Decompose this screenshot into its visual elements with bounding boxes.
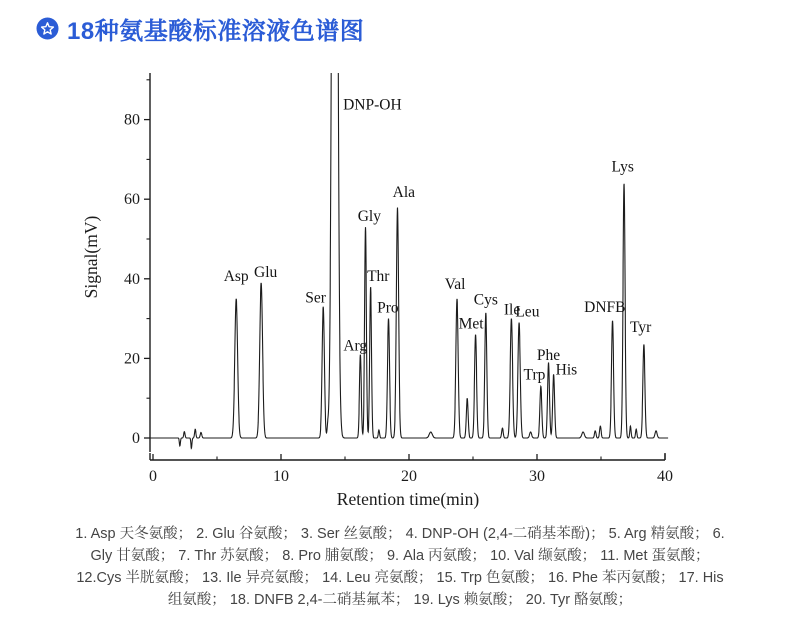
peak-label-lys: Lys: [611, 158, 634, 176]
peak-label-glu: Glu: [254, 263, 278, 281]
caption-line: 12.Cys 半胱氨酸； 13. Ile 异亮氨酸； 14. Leu 亮氨酸； 15. Trp 色氨酸； 16. Phe 苯丙氨酸； 17. His: [76, 570, 724, 586]
peak-label-met: Met: [458, 315, 484, 333]
peak-label-ile: Ile: [503, 301, 521, 319]
y-axis-title: Signal(mV): [81, 215, 101, 299]
peak-label-asp: Asp: [223, 267, 249, 285]
chromatogram-trace: [150, 0, 668, 448]
peak-label-his: His: [555, 361, 578, 379]
page-header: [36, 11, 364, 46]
page-title: 18种氨基酸标准溶液色谱图: [67, 18, 365, 45]
caption-line: Gly 甘氨酸； 7. Thr 苏氨酸； 8. Pro 脯氨酸； 9. Ala 丙氨酸； 10. Val 缬氨酸； 11. Met 蛋氨酸；: [90, 548, 710, 564]
y-axis-tick-label: 20: [124, 350, 140, 368]
peak-label-pro: Pro: [377, 299, 399, 317]
y-axis-tick-label: 40: [124, 270, 140, 288]
peak-label-ala: Ala: [392, 184, 416, 202]
peak-label-leu: Leu: [515, 303, 540, 321]
peak-label-arg: Arg: [343, 337, 368, 355]
peak-label-cys: Cys: [473, 291, 498, 309]
x-axis-title: Retention time(min): [336, 489, 480, 509]
peak-label-phe: Phe: [536, 346, 561, 364]
peak-label-tyr: Tyr: [630, 319, 652, 337]
y-axis-tick-label: 80: [124, 111, 140, 129]
star-badge-icon: [36, 17, 59, 40]
caption-line: 1. Asp 天冬氨酸； 2. Glu 谷氨酸； 3. Ser 丝氨酸； 4. DNP-OH (2,4-二硝基苯酚)； 5. Arg 精氨酸； 6.: [75, 526, 725, 542]
peak-label-val: Val: [444, 275, 466, 293]
x-axis-tick-label: 10: [273, 468, 289, 485]
x-axis-tick-label: 0: [149, 468, 157, 485]
caption: [0, 523, 800, 611]
x-axis-tick-label: 30: [529, 468, 545, 485]
peak-label-ser: Ser: [305, 289, 326, 307]
peak-label-dnfb: DNFB: [584, 298, 626, 316]
x-axis-tick-label: 20: [401, 468, 417, 485]
peak-label-gly: Gly: [357, 208, 381, 226]
y-axis-tick-label: 0: [132, 430, 140, 447]
peak-label-dnp-oh: DNP-OH: [343, 96, 402, 114]
badge-circle: [37, 18, 59, 40]
peak-label-thr: Thr: [367, 267, 390, 285]
caption-line: 组氨酸； 18. DNFB 2,4-二硝基氟苯； 19. Lys 赖氨酸； 20. Tyr 酪氨酸；: [167, 592, 633, 608]
peak-label-trp: Trp: [523, 366, 546, 384]
y-axis-tick-label: 60: [124, 191, 140, 209]
x-axis-tick-label: 40: [657, 468, 673, 485]
